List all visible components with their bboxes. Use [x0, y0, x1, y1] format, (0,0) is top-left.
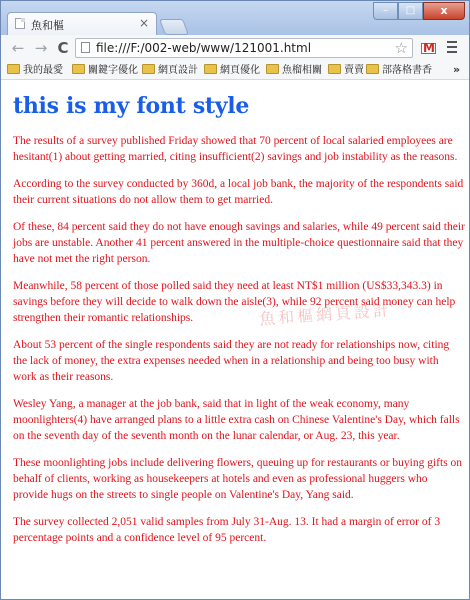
- tab-strip: [1, 1, 469, 35]
- maximize-button[interactable]: □: [398, 2, 423, 20]
- folder-icon: [266, 64, 279, 74]
- folder-icon: [7, 64, 20, 74]
- page-icon: [15, 18, 25, 29]
- tab-title: 魚和樞: [31, 19, 64, 32]
- close-window-button[interactable]: x: [423, 2, 465, 20]
- paragraph: The results of a survey published Friday showed that 70 percent of local salaried employees are hesitant(1) about getting married, citing insufficient(2) savings and job instability as the reasons.: [13, 135, 458, 163]
- paragraph: Wesley Yang, a manager at the job bank, said that in light of the weak economy, many moonlighters(4) have arranged plans to a little extra cash on Chinese Valentine's Day, which falls on the seventh day of the seventh month on the lunar calendar, or Aug. 23, this year.: [13, 398, 460, 442]
- watermark: 魚和樞網頁設計: [258, 300, 393, 329]
- page-heading: this is my font style: [13, 93, 250, 119]
- bookmark-folder[interactable]: 部落格書香: [366, 64, 432, 78]
- bookmark-folder[interactable]: 網頁優化: [204, 64, 260, 78]
- paragraph: These moonlighting jobs include delivering flowers, queuing up for restaurants or buying gifts on behalf of clients, working as housekeepers at hotels and even as professional huggers who provide hugs on the streets to single people on Valentine's Day, Yang said.: [13, 457, 463, 501]
- bookmark-star-icon[interactable]: ☆: [394, 39, 408, 57]
- bookmark-folder[interactable]: 網頁設計: [142, 64, 198, 78]
- page-content: [1, 80, 469, 599]
- page-body: [13, 93, 465, 557]
- more-bookmarks-icon[interactable]: »: [453, 63, 461, 76]
- url-text[interactable]: file:///F:/002-web/www/121001.html: [96, 41, 312, 55]
- toolbar: [1, 35, 469, 64]
- folder-icon: [142, 64, 155, 74]
- folder-icon: [366, 64, 379, 74]
- minimize-button[interactable]: –: [373, 2, 398, 20]
- window-controls: [373, 2, 465, 20]
- folder-icon: [72, 64, 85, 74]
- close-tab-icon[interactable]: ×: [138, 16, 149, 30]
- back-button[interactable]: ←: [11, 39, 25, 57]
- paragraph: Of these, 84 percent said they do not have enough savings and salaries, while 49 percent said their jobs are unstable. Another 41 percent answered in the multiple-choice questionnaire said that they have not met the right person.: [13, 221, 465, 265]
- paragraph: About 53 percent of the single respondents said they are not ready for relationships now, citing the lack of money, the extra expenses needed when in a relationship and being too busy with work as their reasons.: [13, 339, 450, 383]
- bookmarks-bar: [1, 63, 469, 80]
- menu-icon[interactable]: [447, 41, 457, 56]
- paragraph: According to the survey conducted by 360d, a local job bank, the majority of the respondents said their current situations do not allow them to get married.: [13, 178, 464, 206]
- reload-button[interactable]: C: [57, 39, 69, 57]
- tab-active[interactable]: [7, 12, 157, 35]
- forward-button[interactable]: →: [34, 39, 48, 57]
- folder-icon: [328, 64, 341, 74]
- folder-icon: [204, 64, 217, 74]
- gmail-icon[interactable]: [421, 43, 436, 54]
- page-icon: [81, 42, 90, 53]
- bookmark-folder[interactable]: 我的最愛: [7, 64, 63, 78]
- bookmark-folder[interactable]: 魚榴相關: [266, 64, 322, 78]
- bookmark-folder[interactable]: 賣賣: [328, 64, 364, 78]
- address-bar[interactable]: [75, 38, 413, 58]
- bookmark-folder[interactable]: 關鍵字優化: [72, 64, 138, 78]
- paragraph: The survey collected 2,051 valid samples from July 31-Aug. 13. It had a margin of error of 3 percentage points and a confidence level of 95 percent.: [13, 516, 441, 544]
- new-tab-button[interactable]: [159, 19, 189, 35]
- paragraph: Meanwhile, 58 percent of those polled said they need at least NT$1 million (US$33,343.3) in savings before they will decide to walk down the aisle(3), while 92 percent said money can help strengthen their romantic relationships.: [13, 280, 456, 324]
